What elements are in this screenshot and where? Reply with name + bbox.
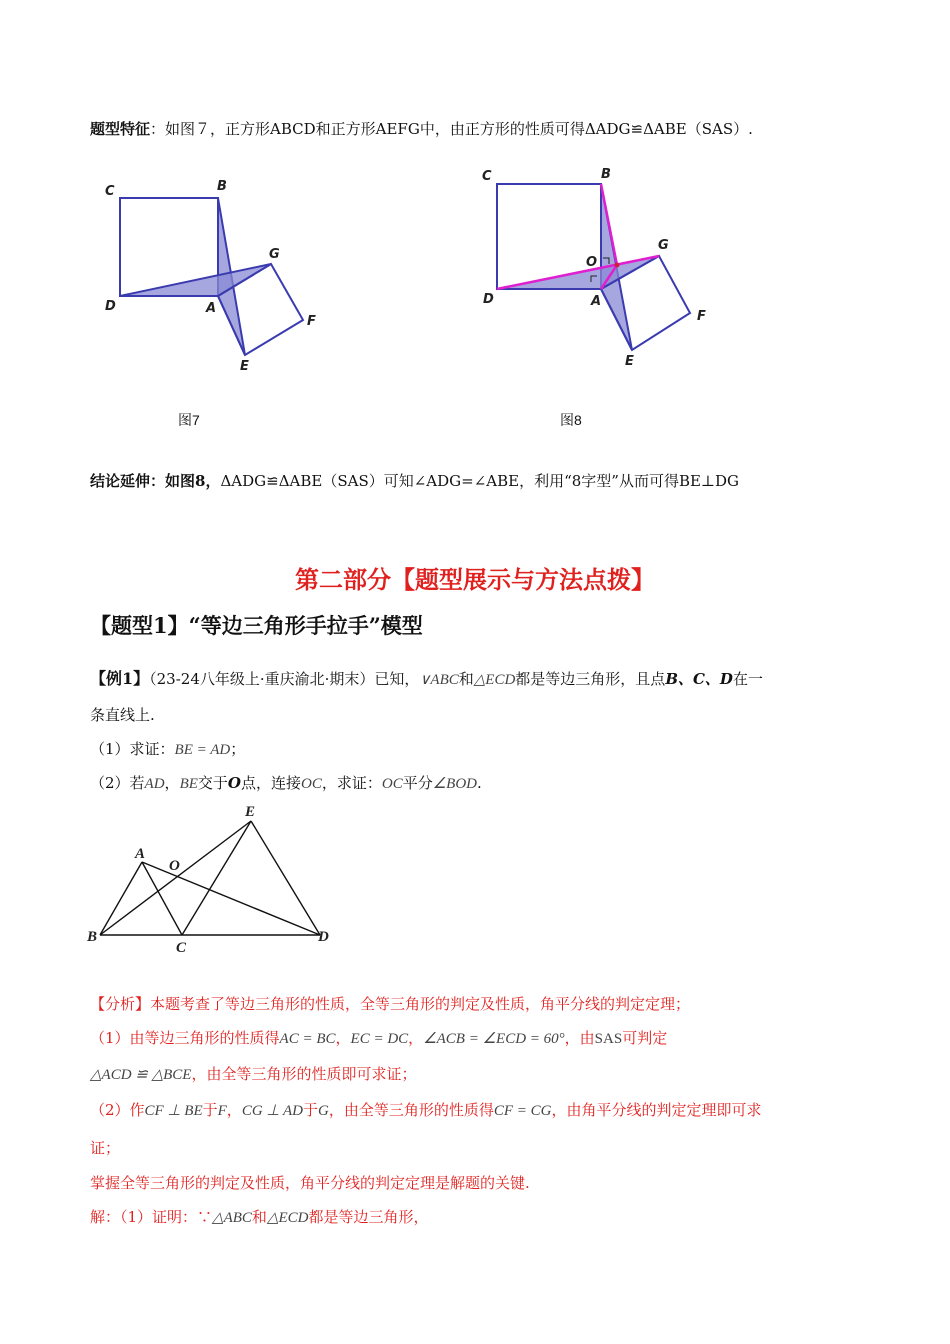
analysis-p1 [90,1027,667,1048]
sol-c: 都是等边三角形， [308,1208,429,1226]
fig8-label-f: F [697,309,706,324]
line-ba [100,862,142,935]
q2-m1: AD [144,776,165,792]
q1-math: BE = AD [174,742,231,758]
feature-line [90,118,753,139]
p1-e: 可判定 [622,1029,668,1047]
fig7-label-e: E [240,359,249,374]
example-t2: 都是等边三角形，且点 [515,670,666,688]
analysis-label: 【分析】 [90,995,151,1013]
example-source: （23-24八年级上·重庆渝北·期末）已知， [149,670,420,688]
analysis-intro-text: 本题考查了等边三角形的性质，全等三角形的判定及性质，角平分线的判定定理； [150,995,691,1013]
fig7-label-f: F [307,314,316,329]
analysis-p1-cont [90,1063,417,1084]
analysis-p2-cont: 证； [90,1139,121,1157]
fig7-label-a: A [206,301,217,316]
fig8-label-g: G [658,238,669,253]
conclusion-text: ΔADG≌ΔABE（SAS）可知∠ADG=∠ABE，利用“8字型”从而可得BE⊥DG [220,472,740,490]
q2-t5: 平分 [402,774,433,792]
example-t1: 和 [458,670,474,688]
fig7-label-c: C [105,184,115,199]
question-1 [90,738,245,759]
sol-a: 解：（1）证明：∵ [90,1208,213,1226]
p2-m4: G [317,1103,329,1119]
fig7-caption: 图7 [178,412,200,428]
p1-b: ， [335,1029,351,1047]
p1-m5: △ACD ≌ △BCE [90,1067,192,1083]
q2-o: O [227,774,241,792]
q2-t1: ， [164,774,180,792]
sol-b: 和 [251,1208,267,1226]
p2-e: ，由全等三角形的性质得 [328,1101,494,1119]
fig8-caption: 图8 [560,412,582,428]
p1-d: ，由 [564,1029,595,1047]
ex-label-b: B [87,929,98,945]
p1-c: ， [408,1029,424,1047]
feature-label: 题型特征 [90,120,151,138]
line-ed [251,821,320,935]
example-points: B、C、D [665,670,733,688]
example-figure [85,800,345,960]
ex-label-o: O [169,858,180,874]
example-line-2: 条直线上. [90,706,155,724]
p1-a: （1）由等边三角形的性质得 [90,1029,280,1047]
conclusion-line [90,470,739,491]
line-be [100,821,251,935]
example-line-1 [90,666,763,689]
p2-d: 于 [302,1101,318,1119]
feature-text: ：如图７，正方形ABCD和正方形AEFG中，由正方形的性质可得ΔADG≌ΔABE（SAS）. [150,120,753,138]
q1-label: （1）求证： [90,740,175,758]
q2-label: （2）若 [90,774,145,792]
solution-line [90,1206,429,1227]
ex-label-c: C [176,940,187,956]
q2-t2: 交于 [197,774,228,792]
q2-t3: 点，连接 [240,774,301,792]
fig8-label-e: E [625,354,634,369]
q2-t4: ，求证： [321,774,382,792]
q2-end: . [477,774,482,792]
ex-label-e: E [245,804,256,820]
fig7-label-g: G [269,247,280,262]
fig8-label-b: B [601,167,611,182]
p2-c: ， [226,1101,242,1119]
p2-m1: CF ⊥ BE [144,1103,203,1119]
question-2 [90,772,482,793]
p2-m2: F [217,1103,227,1119]
type-title: 【题型1】“等边三角形手拉手”模型 [90,613,423,638]
example-t3: 在一 [732,670,763,688]
p2-m5: CF = CG [493,1103,552,1119]
ex-label-a: A [135,846,146,862]
analysis-p2 [90,1099,761,1120]
fig8-label-d: D [483,292,494,307]
q2-m5: ∠BOD [432,776,477,792]
sol-m2: △ECD [266,1210,309,1226]
figure-7 [95,170,335,380]
ex-label-d: D [318,929,329,945]
fig8-label-o: O [586,255,598,270]
p1-m1: AC = BC [279,1031,336,1047]
section-title: 第二部分【题型展示与方法点拨】 [295,565,655,594]
fig7-label-b: B [217,179,227,194]
p2-m3: CG ⊥ AD [241,1103,303,1119]
p2-a: （2）作 [90,1101,145,1119]
p1-m3: ∠ACB = ∠ECD = 60° [423,1031,565,1047]
example-m1: ∨ABC [419,672,459,688]
p2-f: ，由角平分线的判定定理即可求 [551,1101,762,1119]
conclusion-label: 结论延伸：如图8， [90,472,221,490]
fig7-label-d: D [105,299,116,314]
p1-m2: EC = DC [350,1031,409,1047]
fig8-label-c: C [482,169,492,184]
triangle-adg [120,264,271,296]
analysis-intro [90,993,690,1014]
p2-b: 于 [202,1101,218,1119]
q2-m2: BE [179,776,198,792]
figure-8 [475,160,725,375]
analysis-key: 掌握全等三角形的判定及性质，角平分线的判定定理是解题的关键. [90,1174,530,1192]
q1-end: ； [230,740,246,758]
sol-m1: △ABC [212,1210,252,1226]
line-ce [182,821,251,935]
point-o-dot [615,263,620,268]
p1-m4: SAS [594,1031,623,1047]
q2-m3: OC [301,776,322,792]
example-label: 【例1】 [90,669,150,688]
fig8-label-a: A [591,294,602,309]
p1-f: ，由全等三角形的性质即可求证； [191,1065,417,1083]
q2-m4: OC [381,776,403,792]
example-m2: △ECD [473,672,516,688]
